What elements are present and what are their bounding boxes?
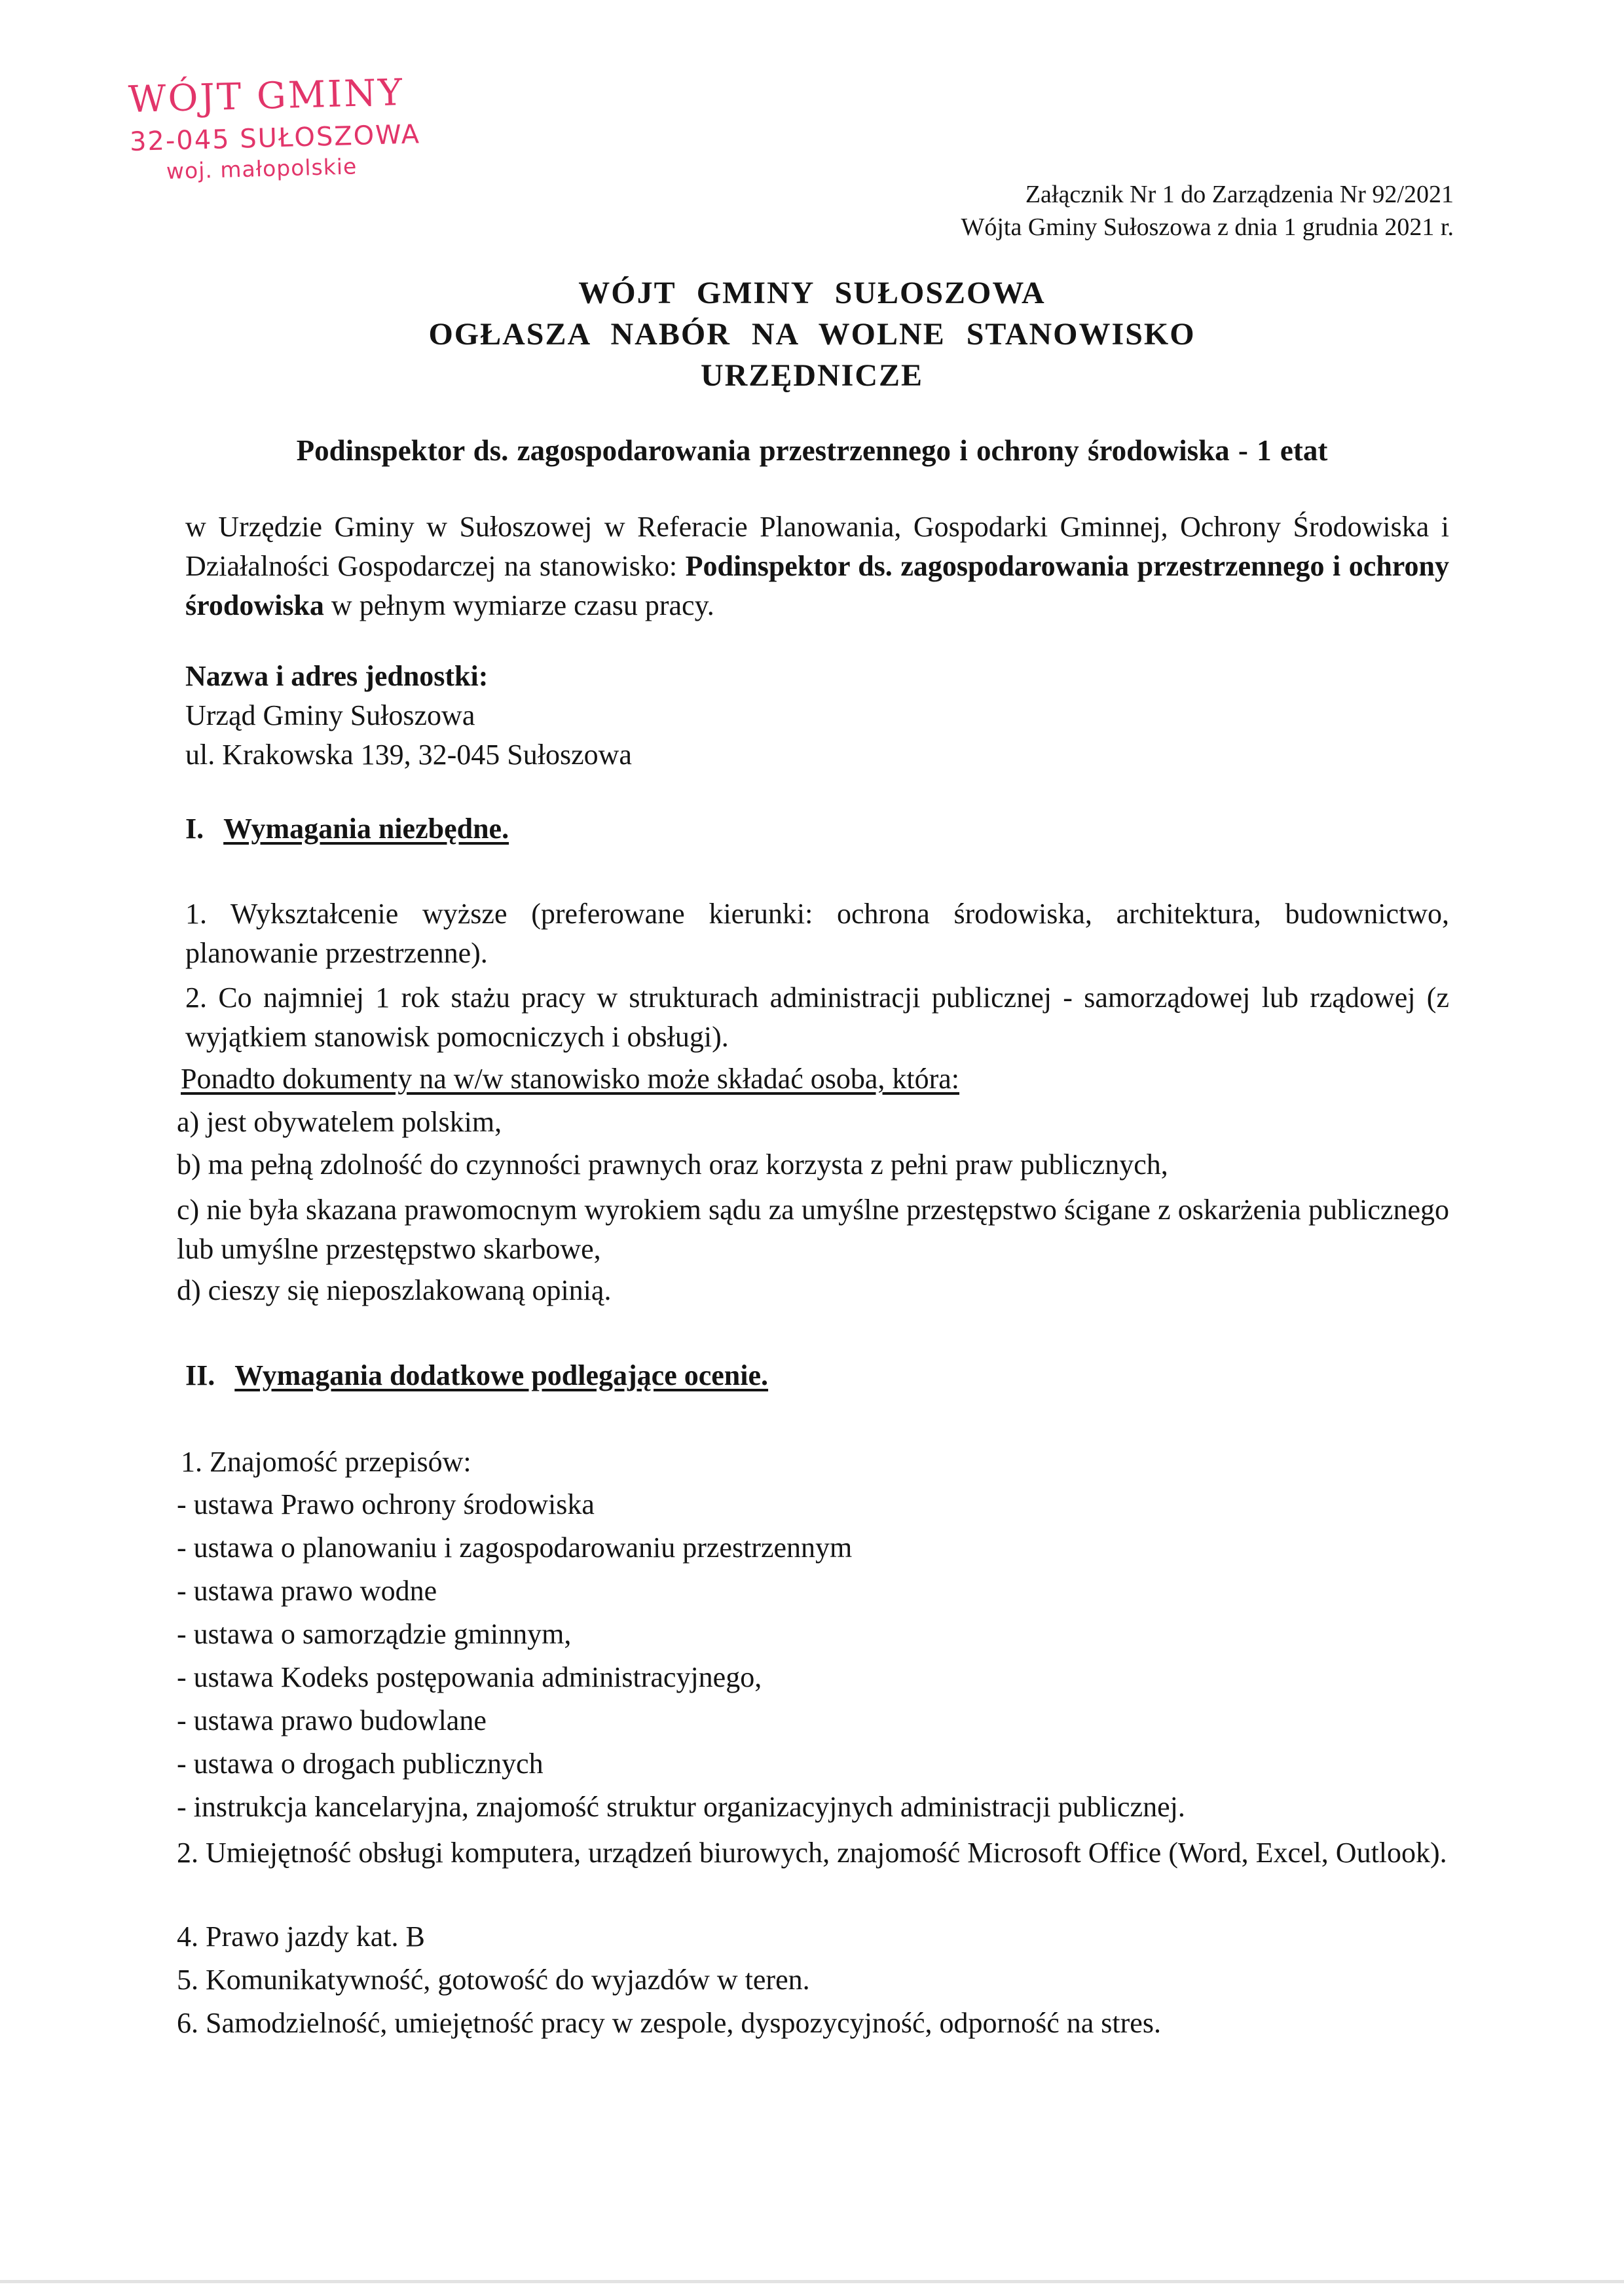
unit-name: Urząd Gminy Sułoszowa bbox=[185, 699, 475, 731]
law-item: - ustawa o planowaniu i zagospodarowaniu przestrzennym bbox=[177, 1532, 853, 1564]
unit-block bbox=[185, 657, 1449, 775]
law-item: - ustawa o drogach publicznych bbox=[177, 1748, 544, 1780]
skill-communication: 5. Komunikatywność, gotowość do wyjazdów w teren. bbox=[177, 1964, 810, 1996]
requirement-education: 1. Wykształcenie wyższe (preferowane kierunki: ochrona środowiska, architektura, budownictwo, planowanie przestrzenne). bbox=[185, 898, 1449, 969]
law-item: - ustawa Kodeks postępowania administracyjnego, bbox=[177, 1661, 762, 1693]
title-line-1: WÓJT GMINY SUŁOSZOWA bbox=[578, 276, 1046, 310]
section-1-number: I. bbox=[185, 813, 204, 845]
condition-b: b) ma pełną zdolność do czynności prawnych oraz korzysta z pełni praw publicznych, bbox=[177, 1148, 1168, 1181]
unit-heading: Nazwa i adres jednostki: bbox=[185, 660, 489, 692]
annex-line-2: Wójta Gminy Sułoszowa z dnia 1 grudnia 2021 r. bbox=[961, 213, 1454, 241]
stamp-postcode: 32-045 SUŁOSZOWA bbox=[129, 119, 421, 157]
condition-d: d) cieszy się nieposzlakowaną opinią. bbox=[177, 1274, 612, 1306]
section-1-title: Wymagania niezbędne. bbox=[223, 813, 509, 845]
stamp-voivodeship: woj. małopolskie bbox=[166, 153, 358, 184]
position-title: Podinspektor ds. zagospodarowania przestrzennego i ochrony środowiska - 1 etat bbox=[296, 434, 1328, 467]
knowledge-heading: 1. Znajomość przepisów: bbox=[181, 1446, 471, 1478]
section-1-heading bbox=[185, 812, 509, 845]
law-item: - instrukcja kancelaryjna, znajomość struktur organizacyjnych administracji publicznej. bbox=[177, 1791, 1185, 1823]
unit-address: ul. Krakowska 139, 32-045 Sułoszowa bbox=[185, 739, 632, 771]
intro-text-2: w pełnym wymiarze czasu pracy. bbox=[323, 589, 714, 621]
section-2-number: II. bbox=[185, 1359, 215, 1391]
condition-a: a) jest obywatelem polskim, bbox=[177, 1106, 502, 1138]
law-item: - ustawa prawo wodne bbox=[177, 1575, 437, 1607]
title-line-3: URZĘDNICZE bbox=[700, 358, 924, 393]
condition-c: c) nie była skazana prawomocnym wyrokiem sądu za umyślne przestępstwo ścigane z oskarżenia publicznego lub umyślne przestępstwo skarbowe, bbox=[177, 1194, 1449, 1265]
annex-note bbox=[961, 178, 1454, 244]
skill-independence: 6. Samodzielność, umiejętność pracy w zespole, dyspozycyjność, odporność na stres. bbox=[177, 2007, 1161, 2039]
title-line-2: OGŁASZA NABÓR NA WOLNE STANOWISKO bbox=[428, 317, 1196, 352]
law-item: - ustawa Prawo ochrony środowiska bbox=[177, 1488, 595, 1520]
office-stamp bbox=[124, 71, 465, 190]
annex-line-1: Załącznik Nr 1 do Zarządzenia Nr 92/2021 bbox=[1025, 181, 1454, 208]
law-item: - ustawa prawo budowlane bbox=[177, 1704, 487, 1736]
requirement-experience: 2. Co najmniej 1 rok stażu pracy w strukturach administracji publicznej - samorządowej lub rządowej (z wyjątkiem stanowisk pomocniczych i obsługi). bbox=[185, 982, 1449, 1053]
law-item: - ustawa o samorządzie gminnym, bbox=[177, 1618, 572, 1650]
skill-computer: 2. Umiejętność obsługi komputera, urządzeń biurowych, znajomość Microsoft Office (Word, Excel, Outlook). bbox=[177, 1837, 1447, 1869]
skill-driving-licence: 4. Prawo jazdy kat. B bbox=[177, 1920, 425, 1953]
section-2-title: Wymagania dodatkowe podlegające ocenie. bbox=[234, 1359, 769, 1391]
scan-bottom-edge bbox=[0, 2280, 1624, 2283]
additional-conditions-intro: Ponadto dokumenty na w/w stanowisko może składać osoba, która: bbox=[181, 1063, 960, 1095]
stamp-title: WÓJT GMINY bbox=[128, 71, 405, 121]
section-2-heading bbox=[185, 1359, 768, 1392]
intro-paragraph bbox=[185, 507, 1449, 625]
intro-position-name: Podinspektor ds. zagospodarowania przestrzennego i ochrony środowiska bbox=[185, 550, 1449, 621]
intro-text-1: w Urzędzie Gminy w Sułoszowej w Referacie Planowania, Gospodarki Gminnej, Ochrony Środowiska i Działalności Gospodarczej na stanowisko: bbox=[185, 511, 1449, 582]
